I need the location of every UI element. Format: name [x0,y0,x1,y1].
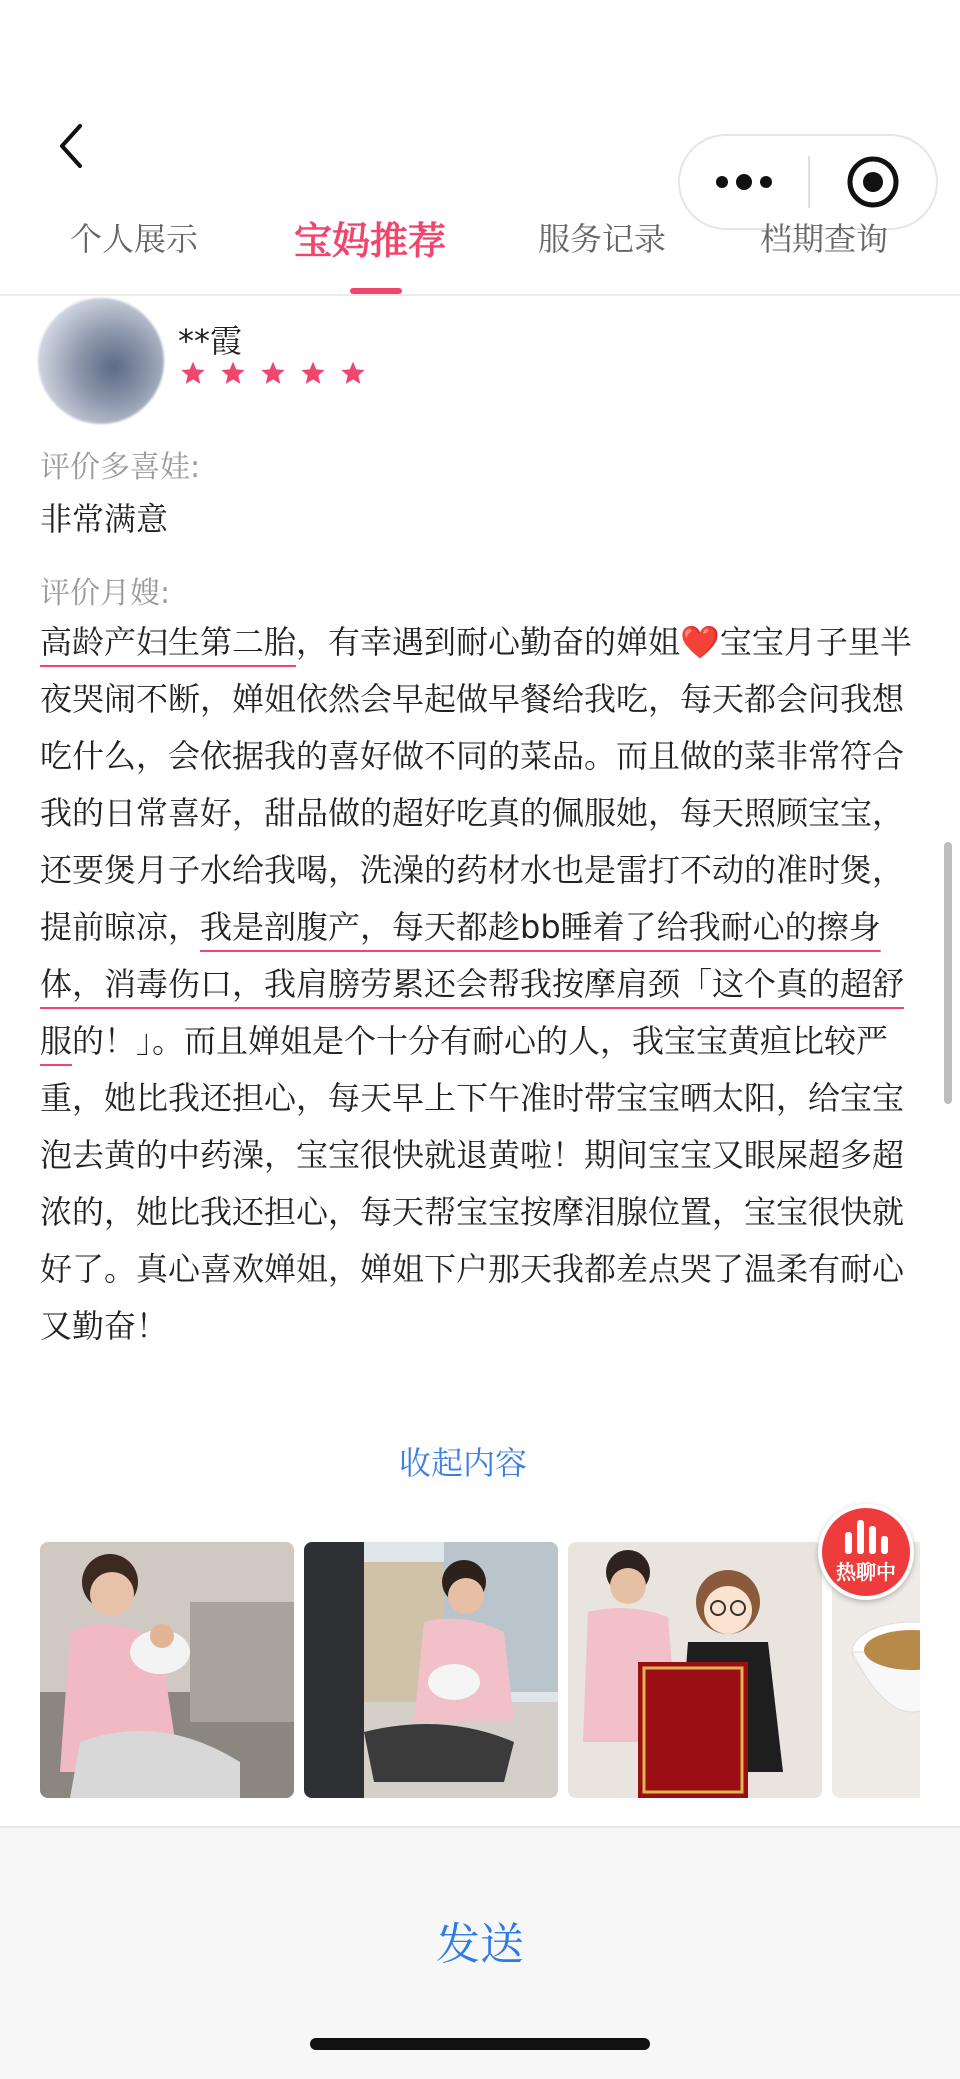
more-dots-icon [714,172,774,192]
tab-mom-recommendations[interactable]: 宝妈推荐 [293,219,447,263]
back-button[interactable] [48,118,96,174]
company-rating-label: 评价多喜娃: [40,450,201,485]
photo-nanny-feeding-baby-window[interactable] [304,1542,558,1798]
sound-bars-icon [845,1520,888,1554]
collapse-content-link[interactable]: 收起内容 [398,1444,527,1482]
tab-schedule-query[interactable]: 档期查询 [759,220,889,258]
star-icon [300,360,326,390]
tab-personal-profile[interactable]: 个人展示 [69,220,199,258]
send-button[interactable]: 发送 [436,1919,524,1970]
active-tab-indicator [350,288,402,294]
chevron-left-icon [48,118,96,174]
photo-nanny-with-banner[interactable] [568,1542,822,1798]
highlighted-text-segment: 高龄产妇生第二胎 [40,623,297,661]
scrollbar[interactable] [944,842,952,1104]
highlighted-text-segment: 我是剖腹产，每天都趁bb睡着了给我耐心的擦身体，消毒伤口，我肩膀劳累还会帮我按摩肩颈「这个真的超舒服 [40,908,905,1060]
star-icon [260,360,286,390]
reviewer-name: **霞 [178,322,243,360]
star-icon [220,360,246,390]
text-segment: 的！」。而且婵姐是个十分有耐心的人，我宝宝黄疸比较严重，她比我还担心，每天早上下午准时带宝宝晒太阳，给宝宝泡去黄的中药澡，宝宝很快就退黄啦！期间宝宝又眼屎超多超浓的，她比我还担心，每天帮宝宝按摩泪腺位置，宝宝很快就好了。真心喜欢婵姐，婵姐下户那天我都差点哭了温柔有耐心又勤奋！ [40,1022,905,1345]
nanny-rating-label: 评价月嫂: [40,576,171,611]
rating-stars [180,360,366,390]
star-icon [340,360,366,390]
bottom-action-bar [0,1826,960,2079]
heart-emoji: ❤️ [680,623,720,661]
photo-strip[interactable] [40,1542,920,1798]
photo-nanny-holding-baby-sofa[interactable] [40,1542,294,1798]
tab-service-records[interactable]: 服务记录 [537,220,667,258]
home-indicator[interactable] [310,2038,650,2050]
text-segment: ，有幸遇到耐心勤奋的婵姐 [296,623,681,661]
hot-chat-button[interactable] [818,1504,914,1600]
text-segment: 宝宝月子里半夜哭闹不断，婵姐依然会早起做早餐给我吃，每天都会问我想吃什么，会依据我的喜好做不同的菜品。而且做的菜非常符合我的日常喜好，甜品做的超好吃真的佩服她，每天照顾宝宝，还要煲月子水给我喝，洗澡的药材水也是雷打不动的准时煲，提前晾凉， [40,623,912,946]
review-body-text [40,614,920,1355]
tab-bar [0,200,960,296]
star-icon [180,360,206,390]
company-rating-text: 非常满意 [40,500,169,538]
hot-chat-label: 热聊中 [836,1559,896,1584]
reviewer-avatar [38,298,164,424]
